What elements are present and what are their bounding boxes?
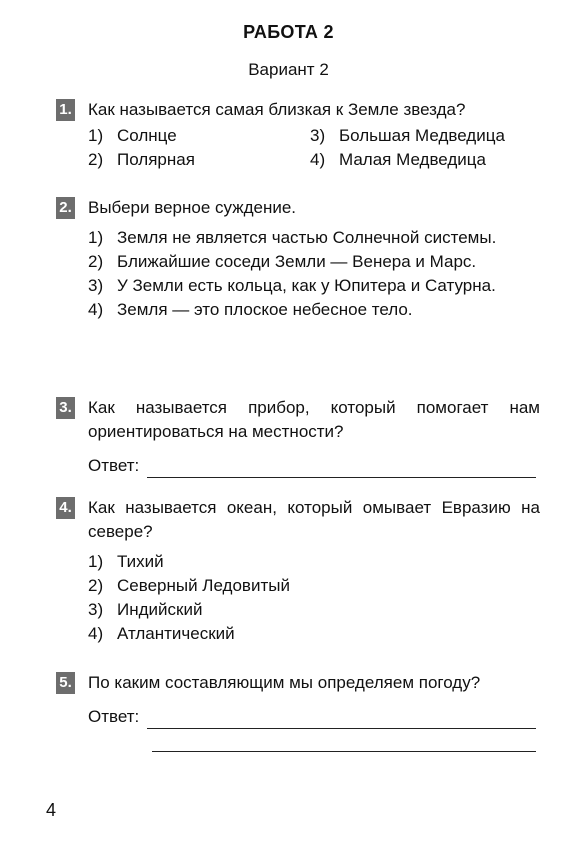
question-3 <box>56 396 540 478</box>
option-item: 4) Земля — это плоское небесное тело. <box>88 300 413 319</box>
question-number-badge: 5. <box>56 672 75 694</box>
answer-label: Ответ: <box>88 707 140 726</box>
question-text: Как называется самая близкая к Земле звезда? <box>88 100 466 119</box>
variant-label: Вариант 2 <box>248 60 329 79</box>
answer-line[interactable] <box>147 460 536 478</box>
question-text: Выбери верное суждение. <box>88 198 297 217</box>
question-text: Как называется океан, который омывает Евразию на севере? <box>88 498 540 541</box>
page-number: 4 <box>46 800 57 820</box>
option-item: 3) Индийский <box>88 600 203 619</box>
option-item: 4) Малая Медведица <box>310 150 486 169</box>
question-text: По каким составляющим мы определяем погоду? <box>88 673 481 692</box>
page-title: РАБОТА 2 <box>243 22 334 42</box>
question-number-badge: 4. <box>56 497 75 519</box>
option-item: 1) Тихий <box>88 552 164 571</box>
question-number-badge: 3. <box>56 397 75 419</box>
option-item: 2) Северный Ледовитый <box>88 576 290 595</box>
options-list <box>88 550 540 646</box>
option-item: 3) У Земли есть кольца, как у Юпитера и Сатурна. <box>88 276 496 295</box>
question-5 <box>56 671 540 752</box>
answer-line[interactable] <box>147 711 536 729</box>
answer-label: Ответ: <box>88 456 140 475</box>
question-2 <box>56 196 540 322</box>
question-text: Как называется прибор, который помогает нам ориентироваться на местности? <box>88 398 540 441</box>
option-item: 1) Солнце <box>88 126 177 145</box>
question-4 <box>56 496 540 646</box>
answer-row <box>88 705 540 729</box>
question-number-badge: 1. <box>56 99 75 121</box>
option-item: 2) Полярная <box>88 150 195 169</box>
answer-row <box>88 454 540 478</box>
option-item: 3) Большая Медведица <box>310 126 505 145</box>
question-1 <box>56 98 540 172</box>
option-item: 4) Атлантический <box>88 624 235 643</box>
option-item: 1) Земля не является частью Солнечной системы. <box>88 228 497 247</box>
options-grid <box>88 124 540 172</box>
answer-line-extra[interactable] <box>152 729 536 752</box>
question-number-badge: 2. <box>56 197 75 219</box>
option-item: 2) Ближайшие соседи Земли — Венера и Марс. <box>88 252 477 271</box>
options-list <box>88 226 540 322</box>
